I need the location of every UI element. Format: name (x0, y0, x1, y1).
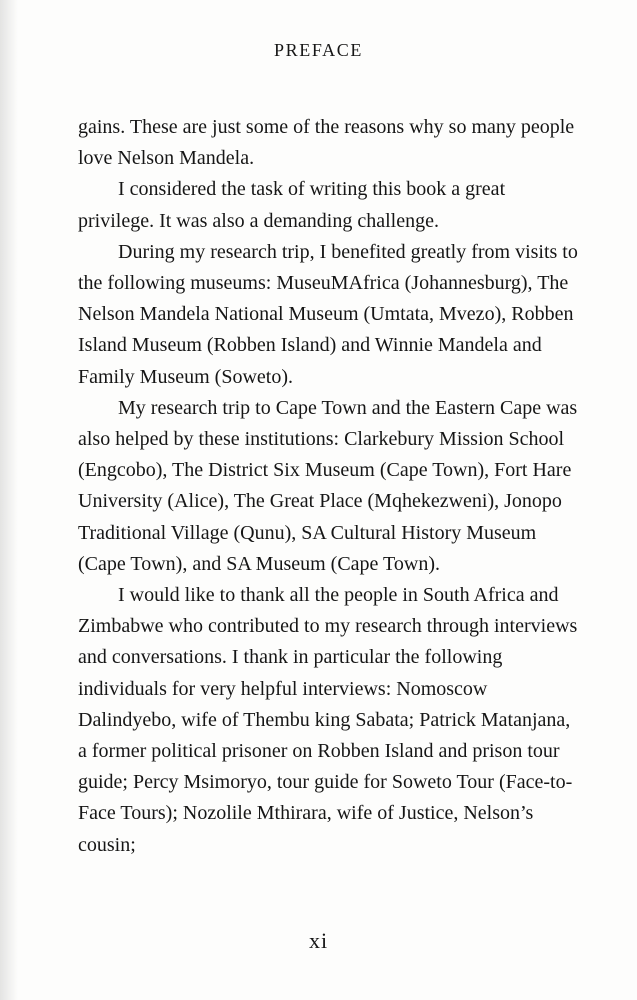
paragraph: During my research trip, I benefited greatly from visits to the following museums: MuseuMAfrica (Johannesburg), The Nelson Mandela National Museum (Umtata, Mvezo), Robben Island Museum (Robben Island) and Winnie Mandela and Family Museum (Soweto). (78, 240, 578, 388)
paragraph: My research trip to Cape Town and the Eastern Cape was also helped by these institutions: Clarkebury Mission School (Engcobo), The District Six Museum (Cape Town), Fort Hare University (Alice), The Great Place (Mqhekezweni), Jonopo Traditional Village (Qunu), SA Cultural History Museum (Cape Town), and SA Museum (Cape Town). (78, 396, 578, 575)
page-gutter-shadow (0, 0, 18, 1000)
body-text (78, 112, 578, 861)
paragraph: I would like to thank all the people in South Africa and Zimbabwe who contributed to my research through interviews and conversations. I thank in particular the following individuals for very helpful interviews: Nomoscow Dalindyebo, wife of Thembu king Sabata; Patrick Matanjana, a former political prisoner on Robben Island and prison tour guide; Percy Msimoryo, tour guide for Soweto Tour (Face-to-Face Tours); Nozolile Mthirara, wife of Justice, Nelson’s cousin; (78, 584, 578, 856)
paragraph: I considered the task of writing this book a great privilege. It was also a demanding challenge. (78, 178, 506, 232)
running-head: PREFACE (274, 40, 363, 60)
paragraph-continued: gains. These are just some of the reasons why so many people love Nelson Mandela. (78, 116, 575, 170)
page-number: xi (308, 928, 329, 953)
